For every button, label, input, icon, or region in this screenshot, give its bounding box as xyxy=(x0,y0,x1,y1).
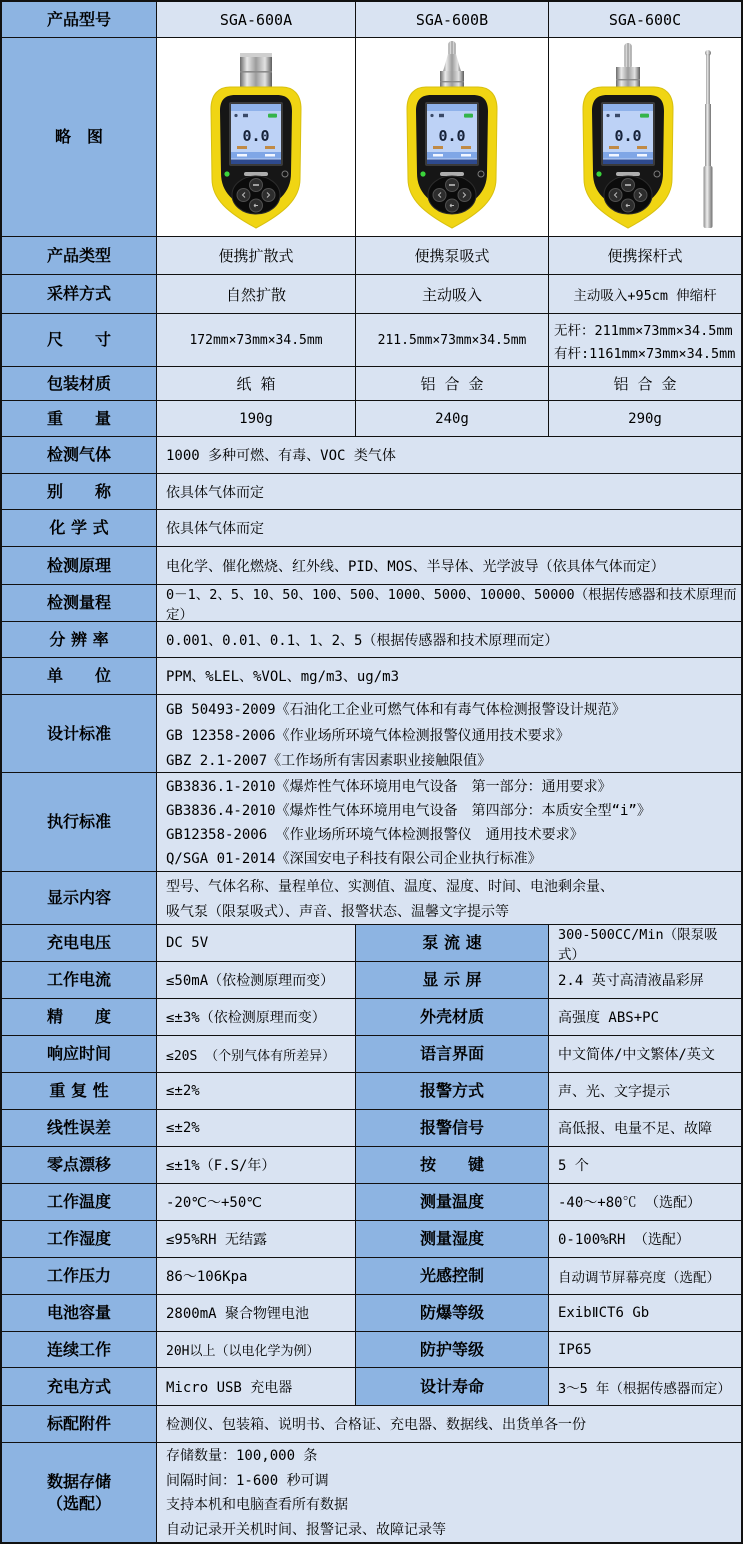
table-row-product-type xyxy=(2,237,741,275)
svg-text:0.0: 0.0 xyxy=(614,127,642,145)
row-label: 采样方式 xyxy=(2,275,157,314)
table-row-dimensions xyxy=(2,314,741,367)
table-row-spec xyxy=(2,1295,741,1332)
table-row-principle xyxy=(2,547,741,585)
standard-line: GB 12358-2006《作业场所环境气体检测报警仪通用技术要求》 xyxy=(166,727,570,744)
row-label: 光感控制 xyxy=(356,1258,549,1295)
row-value: 190g xyxy=(157,401,356,437)
table-row-spec xyxy=(2,1110,741,1147)
row-value: 电化学、催化燃烧、红外线、PID、MOS、半导体、光学波导（依具体气体而定） xyxy=(157,547,741,585)
row-value: 5 个 xyxy=(549,1147,741,1184)
table-row-spec xyxy=(2,1221,741,1258)
row-label: 测量温度 xyxy=(356,1184,549,1221)
product-image-cell-b xyxy=(356,38,549,237)
row-label: 响应时间 xyxy=(2,1036,157,1073)
row-value: 0－1、2、5、10、50、100、500、1000、5000、10000、50000（根据传感器和技术原理而定） xyxy=(157,585,741,622)
row-label: 线性误差 xyxy=(2,1110,157,1147)
row-label: 重 量 xyxy=(2,401,157,437)
row-value: ≤±2% xyxy=(157,1110,356,1147)
row-label: 检测原理 xyxy=(2,547,157,585)
table-row-weight xyxy=(2,401,741,437)
standard-line: GB3836.1-2010《爆炸性气体环境用电气设备 第一部分：通用要求》 xyxy=(166,779,612,795)
row-label: 显示内容 xyxy=(2,872,157,925)
model-name-a: SGA-600A xyxy=(157,2,356,38)
row-value: ≤±3%（依检测原理而变） xyxy=(157,999,356,1036)
table-row-spec xyxy=(2,1036,741,1073)
row-label: 标配附件 xyxy=(2,1406,157,1443)
model-name-b: SGA-600B xyxy=(356,2,549,38)
row-value: 240g xyxy=(356,401,549,437)
model-name-c: SGA-600C xyxy=(549,2,741,38)
row-label: 别 称 xyxy=(2,474,157,510)
table-row-alias xyxy=(2,474,741,510)
table-row-spec xyxy=(2,1368,741,1406)
row-value: 主动吸入+95cm 伸缩杆 xyxy=(549,275,741,314)
row-value: 主动吸入 xyxy=(356,275,549,314)
row-label-sketch: 略 图 xyxy=(2,38,157,237)
row-label: 精 度 xyxy=(2,999,157,1036)
standard-line: GB3836.4-2010《爆炸性气体环境用电气设备 第四部分：本质安全型“i”》 xyxy=(166,803,651,819)
row-label-product-model: 产品型号 xyxy=(2,2,157,38)
table-row-resolution xyxy=(2,622,741,658)
row-value: 86～106Kpa xyxy=(157,1258,356,1295)
row-label: 按 键 xyxy=(356,1147,549,1184)
row-value xyxy=(157,1443,741,1542)
storage-line: 间隔时间：1-600 秒可调 xyxy=(166,1472,329,1489)
dimension-line: 无杆：211mm×73mm×34.5mm xyxy=(554,323,733,339)
row-label: 包装材质 xyxy=(2,367,157,401)
row-label-line: 数据存储 xyxy=(46,1471,111,1491)
product-image-cell-c xyxy=(549,38,741,237)
row-value: 2800mA 聚合物锂电池 xyxy=(157,1295,356,1332)
row-value: 铝 合 金 xyxy=(549,367,741,401)
row-value: 自然扩散 xyxy=(157,275,356,314)
content-line: 型号、气体名称、量程单位、实测值、温度、湿度、时间、电池剩余量、 xyxy=(166,879,614,895)
sga-600a-diffusion-detector-image xyxy=(161,41,351,233)
row-value: -40～+80℃ （选配） xyxy=(549,1184,741,1221)
row-value: ≤20S （个别气体有所差异） xyxy=(157,1036,356,1073)
storage-line: 支持本机和电脑查看所有数据 xyxy=(166,1497,348,1513)
row-value: 2.4 英寸高清液晶彩屏 xyxy=(549,962,741,999)
row-label: 泵 流 速 xyxy=(356,925,549,962)
row-value: ExibⅡCT6 Gb xyxy=(549,1295,741,1332)
row-value: 3～5 年（根据传感器而定） xyxy=(549,1368,741,1406)
table-row-design-standards xyxy=(2,695,741,773)
table-row-spec xyxy=(2,1258,741,1295)
row-label: 检测气体 xyxy=(2,437,157,474)
row-value: IP65 xyxy=(549,1332,741,1368)
storage-line: 存储数量：100,000 条 xyxy=(166,1448,318,1464)
table-row-sampling xyxy=(2,275,741,314)
table-row-formula xyxy=(2,510,741,547)
product-image-cell-a xyxy=(157,38,356,237)
table-row-spec xyxy=(2,1184,741,1221)
table-row-display-content xyxy=(2,872,741,925)
row-value: Micro USB 充电器 xyxy=(157,1368,356,1406)
row-value: 20H以上（以电化学为例） xyxy=(157,1332,356,1368)
standard-line: GBZ 2.1-2007《工作场所有害因素职业接触限值》 xyxy=(166,753,492,769)
table-row-spec xyxy=(2,1332,741,1368)
row-value xyxy=(157,872,741,925)
row-value: 自动调节屏幕亮度（选配） xyxy=(549,1258,741,1295)
row-value: 172mm×73mm×34.5mm xyxy=(157,314,356,367)
row-value: ≤95%RH 无结露 xyxy=(157,1221,356,1258)
row-value: 便携探杆式 xyxy=(549,237,741,275)
table-row-accessories xyxy=(2,1406,741,1443)
row-value: DC 5V xyxy=(157,925,356,962)
row-value: ≤50mA（依检测原理而变） xyxy=(157,962,356,999)
row-label: 防护等级 xyxy=(356,1332,549,1368)
row-label: 检测量程 xyxy=(2,585,157,622)
row-label: 单 位 xyxy=(2,658,157,695)
row-label: 电池容量 xyxy=(2,1295,157,1332)
row-label xyxy=(2,1443,157,1542)
table-row-spec xyxy=(2,925,741,962)
svg-text:0.0: 0.0 xyxy=(242,127,270,145)
row-label: 零点漂移 xyxy=(2,1147,157,1184)
sga-600b-pump-detector-image xyxy=(357,41,547,233)
row-label: 化 学 式 xyxy=(2,510,157,547)
row-value xyxy=(157,695,741,773)
table-row-spec xyxy=(2,999,741,1036)
table-row-spec xyxy=(2,1073,741,1110)
row-label: 充电电压 xyxy=(2,925,157,962)
sga-600c-probe-detector-image xyxy=(550,41,740,233)
row-value: 依具体气体而定 xyxy=(157,474,741,510)
row-value: 1000 多种可燃、有毒、VOC 类气体 xyxy=(157,437,741,474)
row-value: 依具体气体而定 xyxy=(157,510,741,547)
storage-line: 自动记录开关机时间、报警记录、故障记录等 xyxy=(166,1521,446,1538)
row-value: 检测仪、包装箱、说明书、合格证、充电器、数据线、出货单各一份 xyxy=(157,1406,741,1443)
table-row-spec xyxy=(2,1147,741,1184)
row-label: 尺 寸 xyxy=(2,314,157,367)
table-row-gases xyxy=(2,437,741,474)
row-label: 设计标准 xyxy=(2,695,157,773)
row-label: 产品类型 xyxy=(2,237,157,275)
row-value: -20℃～+50℃ xyxy=(157,1184,356,1221)
row-value: ≤±2% xyxy=(157,1073,356,1110)
table-row-units xyxy=(2,658,741,695)
svg-text:0.0: 0.0 xyxy=(438,127,466,145)
row-value: ≤±1%（F.S/年） xyxy=(157,1147,356,1184)
row-label: 语言界面 xyxy=(356,1036,549,1073)
table-row-exec-standards xyxy=(2,773,741,872)
table-row-header xyxy=(2,2,741,38)
row-value: 300-500CC/Min（限泵吸式） xyxy=(549,925,741,962)
row-label: 防爆等级 xyxy=(356,1295,549,1332)
row-value: 便携泵吸式 xyxy=(356,237,549,275)
row-value: 便携扩散式 xyxy=(157,237,356,275)
row-value: PPM、%LEL、%VOL、mg/m3、ug/m3 xyxy=(157,658,741,695)
row-label: 工作湿度 xyxy=(2,1221,157,1258)
row-label: 分 辨 率 xyxy=(2,622,157,658)
table-row-range xyxy=(2,585,741,622)
row-label: 充电方式 xyxy=(2,1368,157,1406)
row-value: 0-100%RH （选配） xyxy=(549,1221,741,1258)
row-label: 报警信号 xyxy=(356,1110,549,1147)
row-value: 高强度 ABS+PC xyxy=(549,999,741,1036)
row-label: 测量湿度 xyxy=(356,1221,549,1258)
row-label: 显 示 屏 xyxy=(356,962,549,999)
row-label: 执行标准 xyxy=(2,773,157,872)
standard-line: Q/SGA 01-2014《深国安电子科技有限公司企业执行标准》 xyxy=(166,851,542,867)
row-label: 报警方式 xyxy=(356,1073,549,1110)
row-label: 重 复 性 xyxy=(2,1073,157,1110)
content-line: 吸气泵（限泵吸式）、声音、报警状态、温馨文字提示等 xyxy=(166,904,509,920)
row-label: 连续工作 xyxy=(2,1332,157,1368)
table-row-data-storage xyxy=(2,1443,741,1542)
row-label: 工作温度 xyxy=(2,1184,157,1221)
row-value: 高低报、电量不足、故障 xyxy=(549,1110,741,1147)
row-label: 外壳材质 xyxy=(356,999,549,1036)
dimension-line: 有杆:1161mm×73mm×34.5mm xyxy=(554,346,736,362)
row-value xyxy=(157,773,741,872)
row-value: 中文简体/中文繁体/英文 xyxy=(549,1036,741,1073)
table-row-packaging xyxy=(2,367,741,401)
row-value: 0.001、0.01、0.1、1、2、5（根据传感器和技术原理而定） xyxy=(157,622,741,658)
row-value: 纸 箱 xyxy=(157,367,356,401)
row-value: 声、光、文字提示 xyxy=(549,1073,741,1110)
standard-line: GB 50493-2009《石油化工企业可燃气体和有毒气体检测报警设计规范》 xyxy=(166,702,626,718)
row-value xyxy=(549,314,741,367)
row-value: 290g xyxy=(549,401,741,437)
row-value: 211.5mm×73mm×34.5mm xyxy=(356,314,549,367)
standard-line: GB12358-2006 《作业场所环境气体检测报警仪 通用技术要求》 xyxy=(166,827,584,843)
table-row-sketch xyxy=(2,38,741,237)
row-label: 设计寿命 xyxy=(356,1368,549,1406)
row-label-line: （选配） xyxy=(46,1493,111,1513)
row-label: 工作压力 xyxy=(2,1258,157,1295)
table-row-spec xyxy=(2,962,741,999)
row-value: 铝 合 金 xyxy=(356,367,549,401)
row-label: 工作电流 xyxy=(2,962,157,999)
